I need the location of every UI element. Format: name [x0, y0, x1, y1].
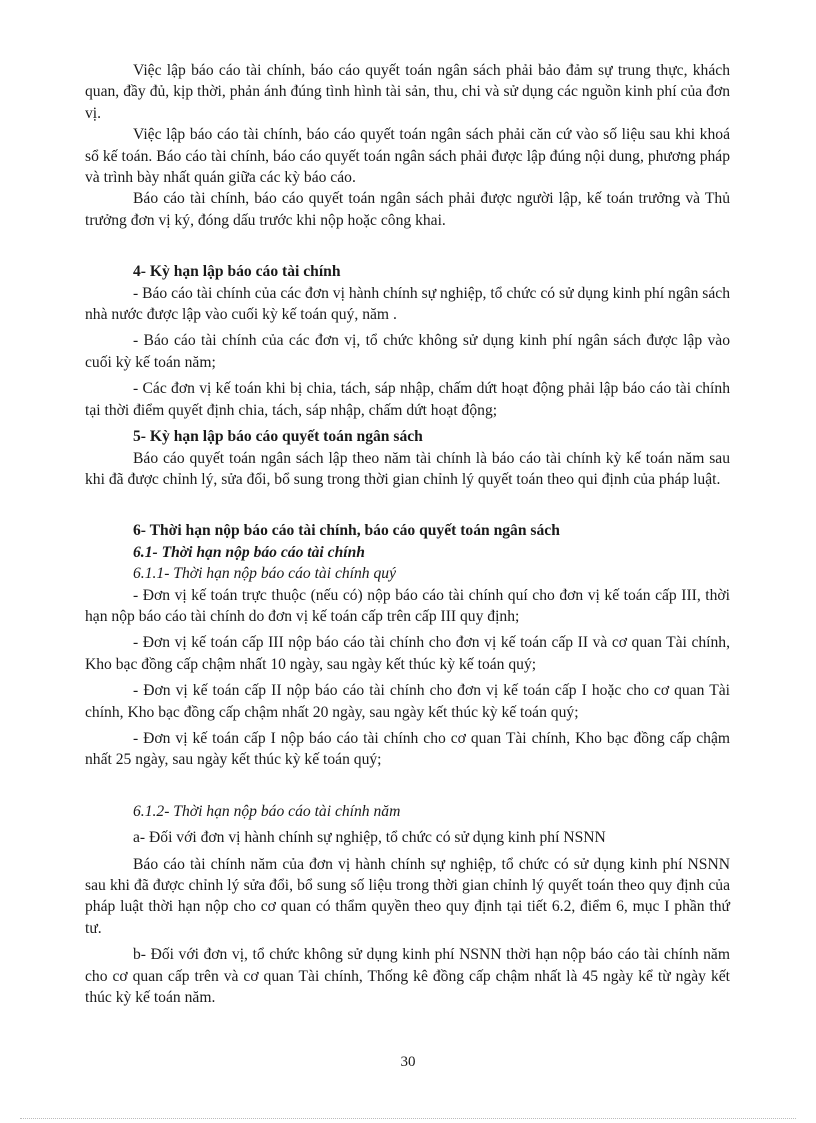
paragraph: - Các đơn vị kế toán khi bị chia, tách, sáp nhập, chấm dứt hoạt động phải lập báo cáo tài chính tại thời điểm quyết định chia, tách, sáp nhập, chấm dứt hoạt động;: [85, 380, 730, 419]
paragraph: - Đơn vị kế toán cấp II nộp báo cáo tài chính cho đơn vị kế toán cấp I hoặc cho cơ quan Tài chính, Kho bạc đồng cấp chậm nhất 20 ngày, sau ngày kết thúc kỳ kế toán quý;: [85, 682, 730, 721]
section-heading-6: 6- Thời hạn nộp báo cáo tài chính, báo cáo quyết toán ngân sách: [133, 522, 560, 540]
page-bottom-divider: [20, 1118, 796, 1119]
section-heading-4: 4- Kỳ hạn lập báo cáo tài chính: [133, 263, 341, 281]
section-heading-5: 5- Kỳ hạn lập báo cáo quyết toán ngân sách: [133, 428, 423, 446]
paragraph: Báo cáo tài chính, báo cáo quyết toán ngân sách phải được người lập, kế toán trưởng và Thủ trưởng đơn vị ký, đóng dấu trước khi nộp hoặc công khai.: [85, 190, 730, 229]
subsection-heading-6-1-2: 6.1.2- Thời hạn nộp báo cáo tài chính năm: [133, 802, 401, 820]
paragraph: Việc lập báo cáo tài chính, báo cáo quyết toán ngân sách phải bảo đảm sự trung thực, khách quan, đầy đủ, kịp thời, phản ánh đúng tình hình tài sản, thu, chi và sử dụng các nguồn kinh phí của đơn vị.: [85, 62, 730, 122]
paragraph: Báo cáo tài chính năm của đơn vị hành chính sự nghiệp, tổ chức có sử dụng kinh phí NSNN sau khi đã được chỉnh lý sửa đổi, bổ sung số liệu trong thời gian chỉnh lý quyết toán theo quy định của pháp luật thời hạn nộp cho cơ quan có thẩm quyền theo quy định tại tiết 6.2, điểm 6, mục I phần thứ tư.: [85, 855, 730, 937]
document-body: [85, 60, 730, 1008]
page-number: 30: [400, 1054, 416, 1070]
paragraph: - Đơn vị kế toán trực thuộc (nếu có) nộp báo cáo tài chính quí cho đơn vị kế toán cấp III, thời hạn nộp báo cáo tài chính do đơn vị kế toán cấp trên cấp III quy định;: [85, 586, 730, 625]
paragraph: Báo cáo quyết toán ngân sách lập theo năm tài chính là báo cáo tài chính kỳ kế toán năm sau khi đã được chỉnh lý, sửa đổi, bổ sung trong thời gian chỉnh lý quyết toán theo qui định của pháp luật.: [85, 449, 730, 488]
subsection-heading-6-1: 6.1- Thời hạn nộp báo cáo tài chính: [133, 543, 365, 561]
paragraph: - Báo cáo tài chính của các đơn vị hành chính sự nghiệp, tổ chức có sử dụng kinh phí ngân sách nhà nước được lập vào cuối kỳ kế toán quý, năm .: [85, 284, 730, 324]
paragraph: - Báo cáo tài chính của các đơn vị, tổ chức không sử dụng kinh phí ngân sách được lập vào cuối kỳ kế toán năm;: [85, 332, 730, 371]
paragraph: a- Đối với đơn vị hành chính sự nghiệp, tổ chức có sử dụng kinh phí NSNN: [133, 829, 606, 847]
paragraph: - Đơn vị kế toán cấp I nộp báo cáo tài chính cho cơ quan Tài chính, Kho bạc đồng cấp chậm nhất 25 ngày, sau ngày kết thúc kỳ kế toán quý;: [85, 729, 730, 769]
paragraph: b- Đối với đơn vị, tổ chức không sử dụng kinh phí NSNN thời hạn nộp báo cáo tài chính năm cho cơ quan cấp trên và cơ quan Tài chính, Thống kê đồng cấp chậm nhất là 45 ngày kể từ ngày kết thúc kỳ kế toán năm.: [85, 946, 730, 1007]
paragraph: Việc lập báo cáo tài chính, báo cáo quyết toán ngân sách phải căn cứ vào số liệu sau khi khoá sổ kế toán. Báo cáo tài chính, báo cáo quyết toán ngân sách phải được lập đúng nội dung, phương pháp và trình bày nhất quán giữa các kỳ báo cáo.: [85, 126, 730, 187]
subsection-heading-6-1-1: 6.1.1- Thời hạn nộp báo cáo tài chính quý: [133, 565, 396, 583]
paragraph: - Đơn vị kế toán cấp III nộp báo cáo tài chính cho đơn vị kế toán cấp II và cơ quan Tài chính, Kho bạc đồng cấp chậm nhất 10 ngày, sau ngày kết thúc kỳ kế toán quý;: [85, 634, 730, 673]
